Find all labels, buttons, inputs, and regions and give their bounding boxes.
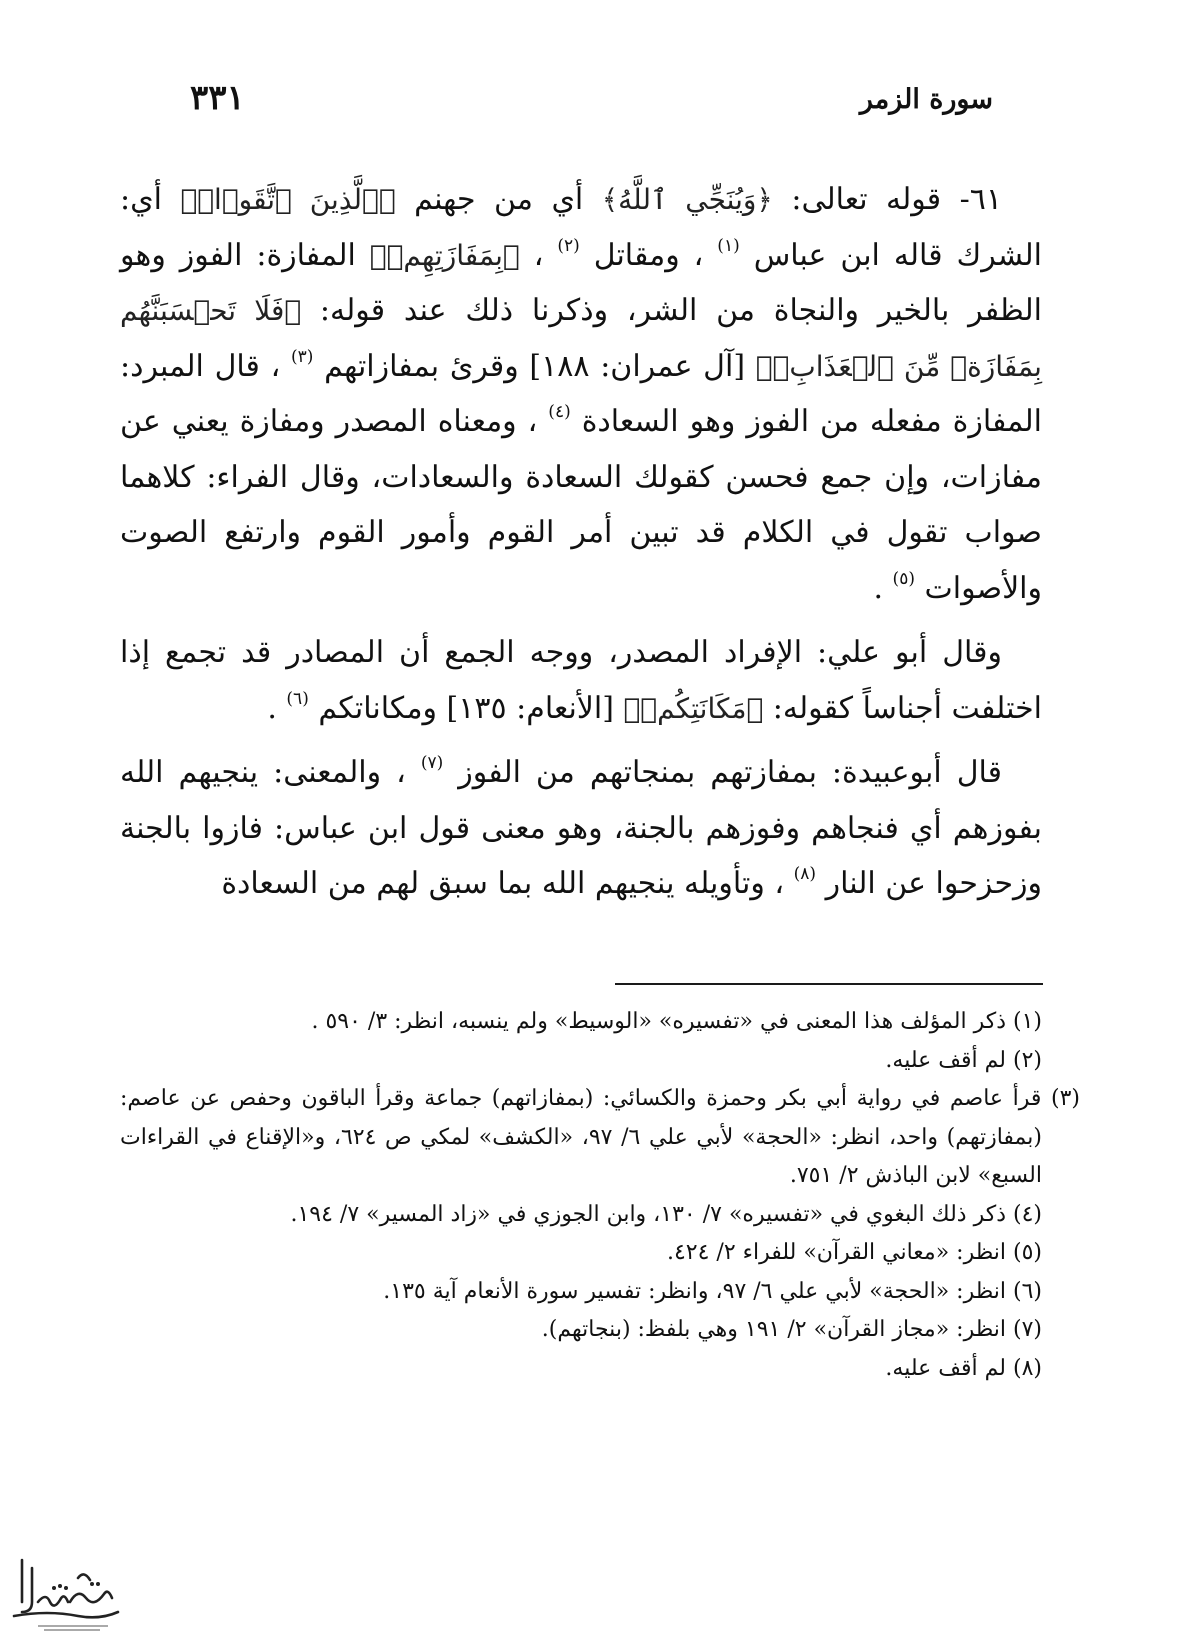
- footnote-2: (٢) لم أقف عليه.: [885, 1047, 1042, 1073]
- footnote-6: (٦) انظر: «الحجة» لأبي علي ٦/ ٩٧، وانظر: تفسير سورة الأنعام آية ١٣٥.: [383, 1278, 1042, 1304]
- text-run: ، ومعناه المصدر ومفازة يعني عن مفازات، وإن جمع فحسن كقولك السعادة والسعادات، وقال الفراء: كلاهما صواب تقول في الكلام قد تبين أمر القوم وأمور القوم وارتفع الصوت والأصوات: [120, 404, 1042, 606]
- paragraph-abu-ubaida: [120, 745, 1042, 912]
- paragraph-verse-61: [120, 172, 1042, 616]
- text-run: ،: [519, 237, 544, 273]
- text-run: [آل عمران: ١٨٨] وقرئ بمفازاتهم: [324, 348, 746, 384]
- text-run: قال أبوعبيدة: بمفازتهم بمنجاتهم من الفوز: [458, 755, 1002, 790]
- text-run: .: [873, 570, 883, 606]
- footnote-4: (٤) ذكر ذلك البغوي في «تفسيره» ٧/ ١٣٠، وابن الجوزي في «زاد المسير» ٧/ ١٩٤.: [290, 1201, 1042, 1227]
- text-run: أي: الشرك قاله ابن عباس: [120, 182, 1043, 273]
- quran-quote: ﴿بِمَفَازَتِهِمۡ﴾: [369, 238, 520, 272]
- footnote-ref: (٥): [892, 568, 915, 589]
- footnotes: [120, 1003, 1080, 1388]
- footnote-ref: (٧): [420, 753, 444, 773]
- text-run: [الأنعام: ١٣٥] ومكاناتكم: [318, 690, 614, 726]
- quran-quote: ﴿وَيُنَجِّي ٱللَّهُ﴾: [601, 183, 773, 216]
- footnote-7: (٧) انظر: «مجاز القرآن» ٢/ ١٩١ وهي بلفظ: (بنجاتهم).: [541, 1317, 1042, 1342]
- footnote-ref: (٨): [793, 864, 817, 884]
- quran-quote: ﴿مَكَانَتِكُمۡ﴾: [623, 691, 764, 725]
- text-run: ، قال المبرد: المفازة مفعله من الفوز وهو السعادة: [120, 348, 1042, 439]
- text-run: .: [267, 690, 277, 726]
- footnote-ref: (١): [717, 235, 740, 256]
- watermark-logo: [8, 1540, 123, 1640]
- page-header: [190, 78, 993, 128]
- text-run: ، ومقاتل: [593, 237, 704, 273]
- surah-title: سورة الزمر: [859, 84, 993, 115]
- text-run: أي من جهنم: [395, 182, 584, 217]
- page-number: ٣٣١: [190, 78, 245, 118]
- footnote-divider: [615, 983, 1043, 985]
- text-run: ، وتأويله ينجيهم الله بما سبق لهم من السعادة: [221, 866, 785, 901]
- text-run: ، والمعنى: ينجيهم الله بفوزهم أي فنجاهم وفوزهم بالجنة، وهو معنى قول ابن عباس: فازوا بالجنة وزحزحوا عن النار: [120, 755, 1042, 901]
- text-run: المفازة: الفوز وهو الظفر بالخير والنجاة من الشر، وذكرنا ذلك عند قوله:: [120, 237, 1042, 328]
- paragraph-abu-ali: [120, 625, 1042, 736]
- footnote-ref: (٦): [286, 688, 309, 709]
- quran-quote: ﴿ٱلَّذِينَ ٱتَّقَوۡا۟﴾: [180, 183, 396, 216]
- text-run: ٦١- قوله تعالى:: [772, 182, 1002, 217]
- footnote-5: (٥) انظر: «معاني القرآن» للفراء ٢/ ٤٢٤.: [666, 1240, 1042, 1265]
- main-text: [120, 172, 1042, 912]
- text-run: وقال أبو علي: الإفراد المصدر، ووجه الجمع أن المصادر قد تجمع إذا اختلفت أجناساً كقوله:: [120, 635, 1042, 726]
- footnote-8: (٨) لم أقف عليه.: [885, 1355, 1042, 1381]
- quran-quote: ﴿فَلَا تَحۡسَبَنَّهُم بِمَفَازَةٖ مِّنَ ٱلۡعَذَابِۖ﴾: [120, 294, 1042, 383]
- footnote-ref: (٤): [548, 402, 571, 422]
- footnote-ref: (٢): [557, 235, 580, 256]
- footnote-1: (١) ذكر المؤلف هذا المعنى في «تفسيره» «الوسيط» ولم ينسبه، انظر: ٣/ ٥٩٠ .: [311, 1009, 1042, 1034]
- footnote-ref: (٣): [291, 346, 314, 367]
- footnote-3: (٣) قرأ عاصم في رواية أبي بكر وحمزة والكسائي: (بمفازاتهم) جماعة وقرأ الباقون وحفص عن عاصم: (بمفازتهم) واحد، انظر: «الحجة» لأبي علي ٦/ ٩٧، «الكشف» لمكي ص ٦٢٤، و«الإقناع في القراءات السبع» لابن الباذش ٢/ ٧٥١.: [120, 1086, 1080, 1188]
